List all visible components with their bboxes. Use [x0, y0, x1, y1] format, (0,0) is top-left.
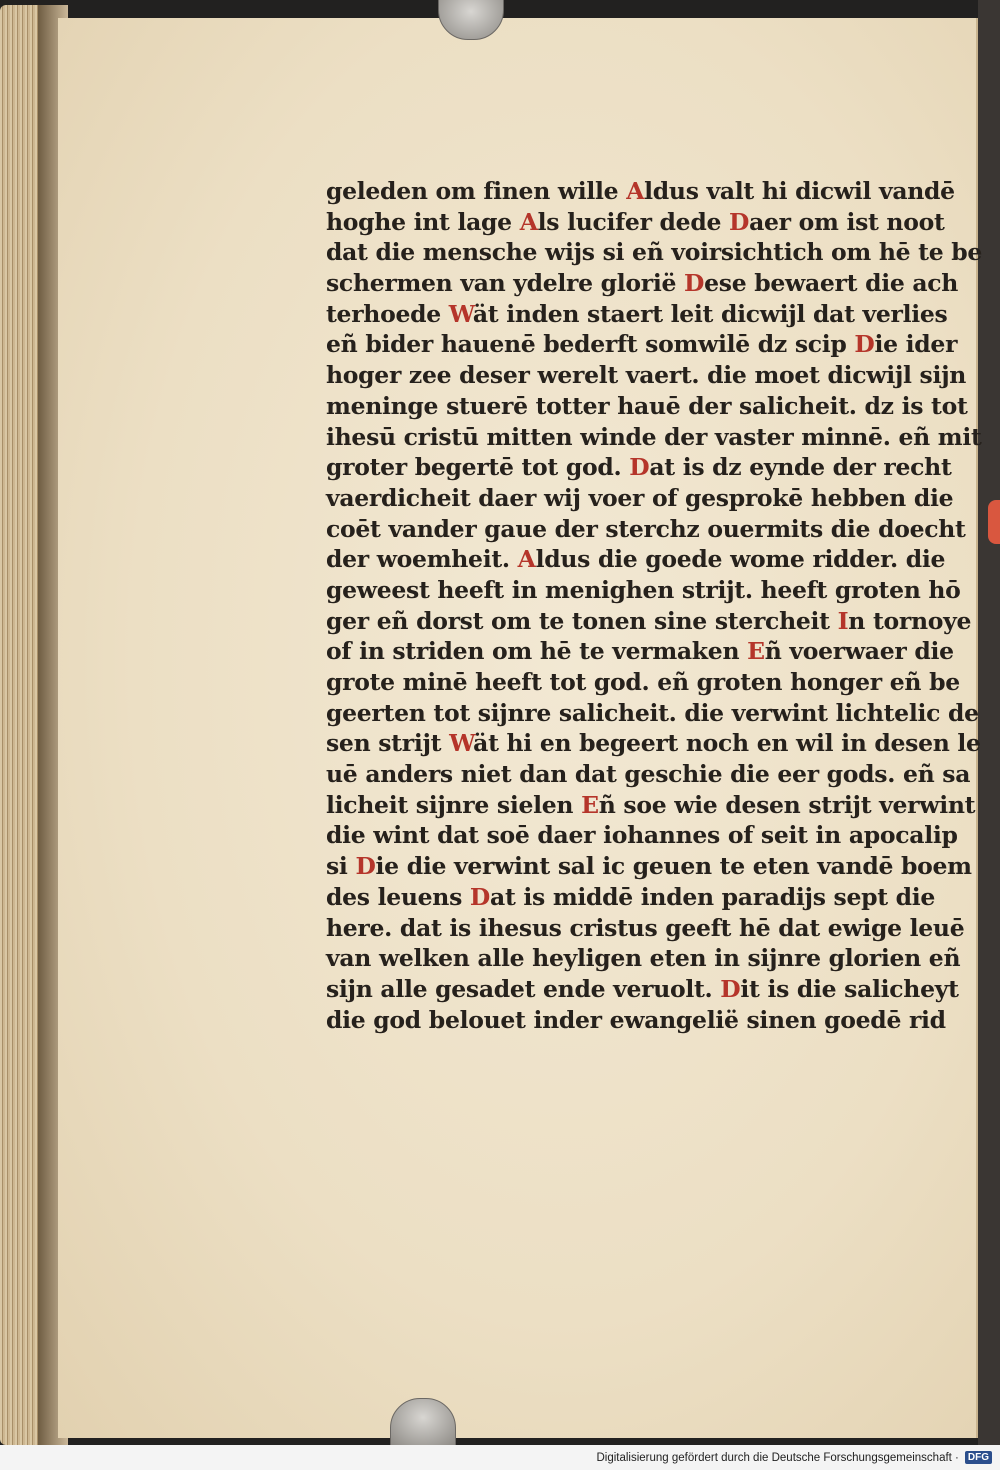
- text-line: [326, 606, 972, 637]
- text-segment: groter begertē tot god.: [326, 453, 630, 482]
- text-line: [326, 790, 976, 821]
- rubricated-initial: D: [684, 269, 705, 298]
- text-segment: sijn alle gesadet ende veruolt.: [326, 974, 721, 1003]
- text-segment: ese bewaert die ach: [704, 269, 959, 298]
- text-segment: at is dz eynde der recht: [649, 453, 952, 482]
- rubricated-initial: D: [629, 453, 650, 482]
- text-line: [326, 329, 958, 360]
- footer-credit: Digitalisierung gefördert durch die Deutsche Forschungsgemeinschaft ·: [596, 1451, 959, 1464]
- text-segment: ldus valt hi dicwil vandē: [644, 177, 955, 205]
- text-line: [326, 176, 955, 207]
- rubricated-initial: D: [355, 852, 376, 881]
- text-line: [326, 237, 983, 268]
- text-segment: der woemheit.: [326, 545, 518, 574]
- text-segment: ls lucifer dede: [537, 207, 729, 236]
- text-segment: ldus die goede wome ridder. die: [535, 545, 946, 574]
- text-line: [326, 943, 961, 974]
- rubricated-initial: D: [469, 882, 491, 911]
- text-line: [326, 636, 954, 667]
- rubricated-initial: W: [449, 729, 474, 758]
- rubricated-initial: A: [626, 177, 645, 205]
- text-segment: hoger zee deser werelt vaert. die moet dicwijl sijn: [326, 361, 967, 390]
- text-line: [326, 882, 936, 913]
- text-line: [326, 1005, 946, 1036]
- text-segment: of in striden om hē te vermaken: [326, 637, 748, 666]
- text-segment: here. dat is ihesus cristus geeft hē dat ewige leuē: [326, 913, 965, 942]
- text-line: [326, 452, 952, 483]
- text-segment: van welken alle heyligen eten in sijnre glorien eñ: [326, 944, 961, 973]
- text-line: [326, 483, 954, 514]
- rubricated-initial: D: [720, 974, 741, 1003]
- text-segment: ñ voerwaer die: [764, 637, 954, 666]
- text-segment: meninge stuerē totter hauē der salicheit. dz is tot: [326, 391, 968, 420]
- text-segment: n tornoye: [848, 606, 972, 635]
- text-line: [326, 728, 981, 759]
- text-segment: grote minē heeft tot god. eñ groten honger eñ be: [326, 668, 960, 696]
- text-segment: ñ soe wie desen strijt verwint: [598, 790, 976, 819]
- text-segment: licheit sijnre sielen: [326, 790, 582, 819]
- text-line: [326, 268, 959, 299]
- text-segment: geleden om finen wille: [326, 177, 627, 205]
- text-line: [326, 974, 959, 1005]
- text-segment: vaerdicheit daer wij voer of gesprokē hebben die: [326, 483, 954, 512]
- text-line: [326, 820, 958, 851]
- text-segment: ie die verwint sal ic geuen te eten vandē boem: [375, 852, 972, 881]
- dfg-logo: DFG: [965, 1451, 992, 1464]
- page-clip-bottom: [390, 1398, 456, 1446]
- text-line: [326, 514, 966, 545]
- text-segment: die wint dat soē daer iohannes of seit in apocalip: [326, 821, 958, 850]
- text-line: [326, 544, 946, 575]
- text-segment: geerten tot sijnre salicheit. die verwint lichtelic de: [326, 698, 979, 727]
- text-segment: uē anders niet dan dat geschie die eer gods. eñ sa: [326, 760, 971, 789]
- rubricated-initial: A: [519, 207, 538, 236]
- text-segment: hoghe int lage: [326, 207, 520, 236]
- text-segment: si: [326, 852, 356, 881]
- text-line: [326, 391, 968, 422]
- text-line: [326, 851, 972, 882]
- text-segment: eñ bider hauenē bederft somwilē dz scip: [326, 330, 855, 359]
- text-line: [326, 360, 967, 391]
- text-segment: terhoede: [326, 299, 449, 328]
- text-line: [326, 422, 982, 453]
- text-line: [326, 207, 945, 238]
- rubricated-initial: D: [728, 207, 750, 236]
- rubricated-initial: D: [854, 330, 875, 359]
- text-segment: it is die salicheyt: [740, 974, 959, 1003]
- text-line: [326, 913, 965, 944]
- rubricated-initial: W: [448, 299, 473, 328]
- red-tab-marker: [988, 500, 1000, 544]
- right-binding-strip: [978, 0, 1000, 1445]
- text-segment: die god belouet inder ewangelië sinen goedē rid: [326, 1005, 946, 1034]
- text-segment: ät hi en begeert noch en wil in desen le: [473, 729, 981, 758]
- printed-text-block: [326, 176, 983, 1035]
- text-segment: dat die mensche wijs si eñ voirsichtich om hē te be: [326, 238, 983, 267]
- text-line: [326, 299, 948, 330]
- page-block-edges: [0, 5, 40, 1445]
- text-segment: ie ider: [874, 330, 958, 359]
- text-segment: ihesū cristū mitten winde der vaster minnē. eñ mit: [326, 422, 982, 451]
- text-line: [326, 667, 960, 698]
- text-segment: ger eñ dorst om te tonen sine stercheit: [326, 606, 838, 635]
- text-segment: ät inden staert leit dicwijl dat verlies: [472, 299, 948, 328]
- text-line: [326, 698, 979, 729]
- text-segment: des leuens: [326, 882, 470, 911]
- text-segment: geweest heeft in menighen strijt. heeft groten hō: [326, 575, 961, 604]
- text-line: [326, 759, 971, 790]
- rubricated-initial: I: [837, 606, 849, 635]
- text-segment: at is middē inden paradijs sept die: [490, 882, 936, 911]
- rubricated-initial: A: [517, 545, 536, 574]
- text-line: [326, 575, 961, 606]
- text-segment: sen strijt: [326, 729, 450, 758]
- rubricated-initial: E: [581, 790, 599, 819]
- footer-bar: [0, 1445, 1000, 1470]
- text-segment: coēt vander gaue der sterchz ouermits die doecht: [326, 514, 966, 543]
- rubricated-initial: E: [747, 637, 765, 666]
- text-segment: schermen van ydelre glorië: [326, 269, 685, 298]
- text-segment: aer om ist noot: [749, 207, 945, 236]
